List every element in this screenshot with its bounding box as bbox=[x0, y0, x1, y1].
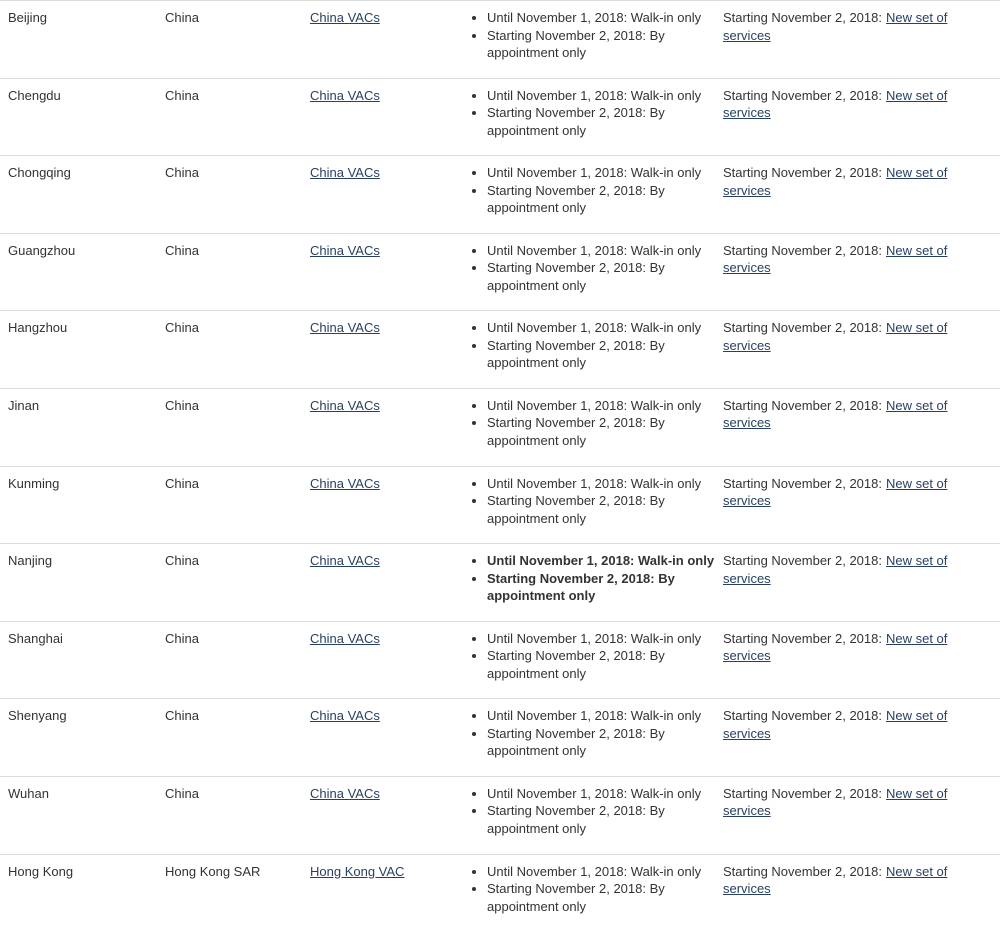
vac-cell bbox=[310, 785, 466, 803]
city-cell bbox=[0, 863, 165, 881]
services-cell bbox=[715, 552, 1000, 587]
vac-link[interactable]: China VACs bbox=[310, 320, 380, 336]
notes-list bbox=[466, 164, 715, 217]
vac-cell bbox=[310, 630, 466, 648]
country-label: China bbox=[165, 475, 199, 491]
services-prefix-label: Starting November 2, 2018: bbox=[723, 863, 882, 879]
table-row bbox=[0, 776, 1000, 854]
services-cell bbox=[715, 630, 1000, 665]
notes-list bbox=[466, 863, 715, 916]
services-prefix-label: Starting November 2, 2018: bbox=[723, 708, 882, 724]
note-item: • Starting November 2, 2018: By appointment only bbox=[487, 880, 715, 915]
city-cell bbox=[0, 319, 165, 337]
services-prefix-label: Starting November 2, 2018: bbox=[723, 87, 882, 103]
country-cell bbox=[165, 242, 310, 260]
city-label: Hong Kong bbox=[8, 863, 74, 879]
vac-link[interactable]: China VACs bbox=[310, 87, 380, 103]
city-cell bbox=[0, 9, 165, 27]
city-cell bbox=[0, 552, 165, 570]
vac-link[interactable]: China VACs bbox=[310, 553, 380, 569]
new-services-link[interactable]: New set of services bbox=[723, 10, 948, 43]
note-item: • Until November 1, 2018: Walk-in only bbox=[487, 785, 715, 803]
notes-list bbox=[466, 319, 715, 372]
note-item: • Starting November 2, 2018: By appointment only bbox=[487, 182, 715, 217]
note-item: • Starting November 2, 2018: By appointment only bbox=[487, 725, 715, 760]
city-label: Shanghai bbox=[8, 630, 63, 646]
services-prefix-label: Starting November 2, 2018: bbox=[723, 475, 882, 491]
table-row bbox=[0, 310, 1000, 388]
note-item: • Starting November 2, 2018: By appointment only bbox=[487, 570, 715, 605]
new-services-link[interactable]: New set of services bbox=[723, 863, 948, 897]
table-row bbox=[0, 543, 1000, 621]
new-services-link[interactable]: New set of services bbox=[723, 165, 948, 198]
country-cell bbox=[165, 785, 310, 803]
table-row bbox=[0, 466, 1000, 544]
notes-list bbox=[466, 552, 715, 605]
vac-link[interactable]: China VACs bbox=[310, 165, 380, 181]
notes-list bbox=[466, 87, 715, 140]
services-prefix-label: Starting November 2, 2018: bbox=[723, 242, 882, 258]
country-cell bbox=[165, 164, 310, 182]
note-item: • Starting November 2, 2018: By appointment only bbox=[487, 104, 715, 139]
services-cell bbox=[715, 87, 1000, 122]
city-cell bbox=[0, 785, 165, 803]
vac-link[interactable]: China VACs bbox=[310, 397, 380, 413]
notes-list bbox=[466, 397, 715, 450]
country-label: China bbox=[165, 165, 199, 181]
table-row bbox=[0, 155, 1000, 233]
vac-cell bbox=[310, 475, 466, 493]
note-item: • Starting November 2, 2018: By appointment only bbox=[487, 802, 715, 837]
new-services-link[interactable]: New set of services bbox=[723, 242, 948, 276]
services-prefix-label: Starting November 2, 2018: bbox=[723, 785, 882, 801]
city-cell bbox=[0, 630, 165, 648]
table-row bbox=[0, 78, 1000, 156]
services-prefix-label: Starting November 2, 2018: bbox=[723, 10, 882, 25]
notes-cell bbox=[466, 475, 715, 528]
vac-link[interactable]: China VACs bbox=[310, 785, 380, 801]
new-services-link[interactable]: New set of services bbox=[723, 630, 948, 664]
country-cell bbox=[165, 863, 310, 881]
note-item: • Until November 1, 2018: Walk-in only bbox=[487, 475, 715, 493]
notes-cell bbox=[466, 397, 715, 450]
new-services-link[interactable]: New set of services bbox=[723, 553, 948, 586]
note-item: • Starting November 2, 2018: By appointment only bbox=[487, 27, 715, 62]
vac-link[interactable]: China VACs bbox=[310, 242, 380, 258]
note-item: • Starting November 2, 2018: By appointment only bbox=[487, 259, 715, 294]
city-cell bbox=[0, 164, 165, 182]
notes-cell bbox=[466, 87, 715, 140]
vac-cell bbox=[310, 9, 466, 27]
new-services-link[interactable]: New set of services bbox=[723, 320, 948, 353]
notes-cell bbox=[466, 552, 715, 605]
country-cell bbox=[165, 475, 310, 493]
city-cell bbox=[0, 242, 165, 260]
country-cell bbox=[165, 87, 310, 105]
table-row bbox=[0, 621, 1000, 699]
city-label: Shenyang bbox=[8, 708, 67, 724]
table-row bbox=[0, 854, 1000, 931]
city-cell bbox=[0, 397, 165, 415]
vac-cell bbox=[310, 164, 466, 182]
notes-list bbox=[466, 475, 715, 528]
table-row bbox=[0, 0, 1000, 78]
new-services-link[interactable]: New set of services bbox=[723, 785, 948, 819]
city-label: Chengdu bbox=[8, 87, 61, 103]
vac-link[interactable]: China VACs bbox=[310, 10, 380, 25]
city-label: Nanjing bbox=[8, 553, 53, 569]
services-cell bbox=[715, 475, 1000, 510]
country-cell bbox=[165, 630, 310, 648]
new-services-link[interactable]: New set of services bbox=[723, 475, 948, 509]
notes-list bbox=[466, 9, 715, 62]
country-cell bbox=[165, 9, 310, 27]
notes-cell bbox=[466, 164, 715, 217]
vac-cell bbox=[310, 397, 466, 415]
vac-cell bbox=[310, 707, 466, 725]
country-label: Hong Kong SAR bbox=[165, 863, 261, 879]
note-item: • Until November 1, 2018: Walk-in only bbox=[487, 87, 715, 105]
country-cell bbox=[165, 397, 310, 415]
country-label: China bbox=[165, 320, 199, 336]
note-item: • Until November 1, 2018: Walk-in only bbox=[487, 319, 715, 337]
city-label: Hangzhou bbox=[8, 320, 68, 336]
country-label: China bbox=[165, 242, 199, 258]
notes-cell bbox=[466, 785, 715, 838]
vac-link[interactable]: Hong Kong VAC bbox=[310, 863, 405, 879]
services-prefix-label: Starting November 2, 2018: bbox=[723, 397, 882, 413]
city-label: Guangzhou bbox=[8, 242, 76, 258]
city-label: Chongqing bbox=[8, 165, 71, 181]
notes-list bbox=[466, 242, 715, 295]
table-row bbox=[0, 388, 1000, 466]
vac-link[interactable]: China VACs bbox=[310, 708, 380, 724]
note-item: • Starting November 2, 2018: By appointment only bbox=[487, 492, 715, 527]
country-label: China bbox=[165, 708, 199, 724]
country-cell bbox=[165, 707, 310, 725]
vac-cell bbox=[310, 242, 466, 260]
services-cell bbox=[715, 397, 1000, 432]
notes-list bbox=[466, 707, 715, 760]
city-label: Beijing bbox=[8, 10, 48, 25]
services-prefix-label: Starting November 2, 2018: bbox=[723, 165, 882, 181]
country-cell bbox=[165, 552, 310, 570]
note-item: • Until November 1, 2018: Walk-in only bbox=[487, 9, 715, 27]
services-cell bbox=[715, 242, 1000, 277]
note-item: • Until November 1, 2018: Walk-in only bbox=[487, 164, 715, 182]
note-item: • Starting November 2, 2018: By appointment only bbox=[487, 337, 715, 372]
table-row bbox=[0, 698, 1000, 776]
city-cell bbox=[0, 475, 165, 493]
note-item: • Until November 1, 2018: Walk-in only bbox=[487, 242, 715, 260]
new-services-link[interactable]: New set of services bbox=[723, 87, 948, 121]
country-label: China bbox=[165, 630, 199, 646]
notes-list bbox=[466, 785, 715, 838]
notes-cell bbox=[466, 242, 715, 295]
city-label: Jinan bbox=[8, 397, 40, 413]
country-label: China bbox=[165, 553, 199, 569]
note-item: • Until November 1, 2018: Walk-in only bbox=[487, 552, 715, 570]
city-cell bbox=[0, 87, 165, 105]
city-label: Wuhan bbox=[8, 785, 49, 801]
notes-cell bbox=[466, 707, 715, 760]
services-prefix-label: Starting November 2, 2018: bbox=[723, 630, 882, 646]
vac-link[interactable]: China VACs bbox=[310, 475, 380, 491]
vac-cell bbox=[310, 863, 466, 881]
notes-cell bbox=[466, 9, 715, 62]
note-item: • Until November 1, 2018: Walk-in only bbox=[487, 707, 715, 725]
city-label: Kunming bbox=[8, 475, 60, 491]
note-item: • Starting November 2, 2018: By appointment only bbox=[487, 414, 715, 449]
new-services-link[interactable]: New set of services bbox=[723, 708, 948, 741]
notes-cell bbox=[466, 319, 715, 372]
vac-cell bbox=[310, 552, 466, 570]
new-services-link[interactable]: New set of services bbox=[723, 397, 948, 431]
note-item: • Until November 1, 2018: Walk-in only bbox=[487, 863, 715, 881]
notes-list bbox=[466, 630, 715, 683]
services-cell bbox=[715, 164, 1000, 199]
services-cell bbox=[715, 9, 1000, 44]
vac-link[interactable]: China VACs bbox=[310, 630, 380, 646]
services-prefix-label: Starting November 2, 2018: bbox=[723, 553, 882, 569]
note-item: • Until November 1, 2018: Walk-in only bbox=[487, 397, 715, 415]
country-cell bbox=[165, 319, 310, 337]
services-cell bbox=[715, 785, 1000, 820]
notes-cell bbox=[466, 863, 715, 916]
city-cell bbox=[0, 707, 165, 725]
vac-cell bbox=[310, 319, 466, 337]
services-cell bbox=[715, 319, 1000, 354]
vac-cell bbox=[310, 87, 466, 105]
note-item: • Starting November 2, 2018: By appointment only bbox=[487, 647, 715, 682]
country-label: China bbox=[165, 87, 199, 103]
note-item: • Until November 1, 2018: Walk-in only bbox=[487, 630, 715, 648]
table-row bbox=[0, 233, 1000, 311]
services-prefix-label: Starting November 2, 2018: bbox=[723, 320, 882, 336]
notes-cell bbox=[466, 630, 715, 683]
country-label: China bbox=[165, 10, 199, 25]
services-cell bbox=[715, 707, 1000, 742]
country-label: China bbox=[165, 397, 199, 413]
country-label: China bbox=[165, 785, 199, 801]
services-cell bbox=[715, 863, 1000, 898]
